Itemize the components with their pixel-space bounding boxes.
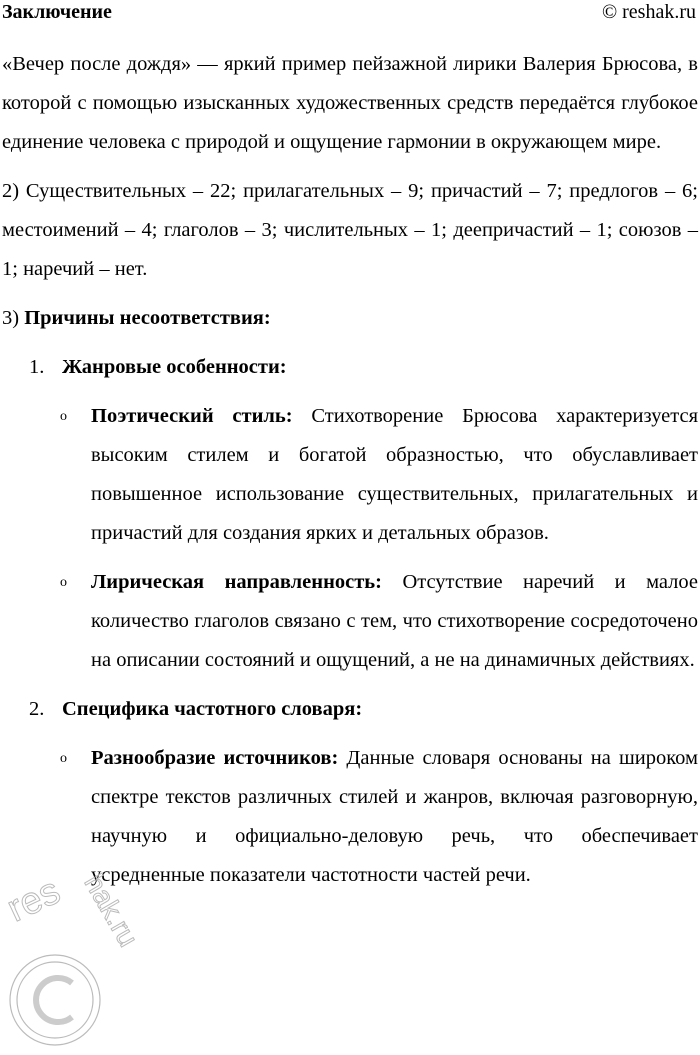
- bullet-item: o Разнообразие источников: Данные словаря основаны на широком спектре текстов различных стилей и жанров, включая разговорную, научную и официально-деловую речь, что обеспечивает усредненные показатели частотности частей речи.: [2, 739, 698, 895]
- document-body: [2, 45, 698, 905]
- numbered-item: 2. Специфика частотного словаря:: [29, 698, 363, 720]
- copyright-label: © reshak.ru: [601, 1, 696, 23]
- bullet-icon: o: [60, 751, 67, 766]
- reasons-heading: 3) Причины несоответствия:: [2, 307, 271, 329]
- bullet-icon: o: [60, 409, 67, 424]
- bullet-icon: o: [60, 575, 67, 590]
- parts-of-speech-paragraph: 2) Существительных – 22; прилагательных – 9; причастий – 7; предлогов – 6; местоимений – 4; глаголов – 3; числительных – 1; деепричастий – 1; союзов – 1; наречий – нет.: [2, 180, 698, 280]
- svg-text:res: res: [0, 869, 67, 931]
- page-header: [0, 0, 700, 26]
- page-title: Заключение: [2, 1, 112, 23]
- conclusion-paragraph: «Вечер после дождя» — яркий пример пейзажной лирики Валерия Брюсова, в которой с помощью изысканных художественных средств передаётся глубокое единение человека с природой и ощущение гармонии в окружающем мире.: [2, 53, 698, 153]
- numbered-item: 1. Жанровые особенности:: [29, 356, 287, 378]
- bullet-item: o Поэтический стиль: Стихотворение Брюсова характеризуется высоким стилем и богатой образностью, что обуславливает повышенное использование существительных, прилагательных и причастий для создания ярких и детальных образов.: [2, 397, 698, 553]
- bullet-item: o Лирическая направленность: Отсутствие наречий и малое количество глаголов связано с тем, что стихотворение сосредоточено на описании состояний и ощущений, а не на динамичных действиях.: [2, 563, 698, 680]
- svg-text:hak.ru: hak.ru: [78, 868, 145, 952]
